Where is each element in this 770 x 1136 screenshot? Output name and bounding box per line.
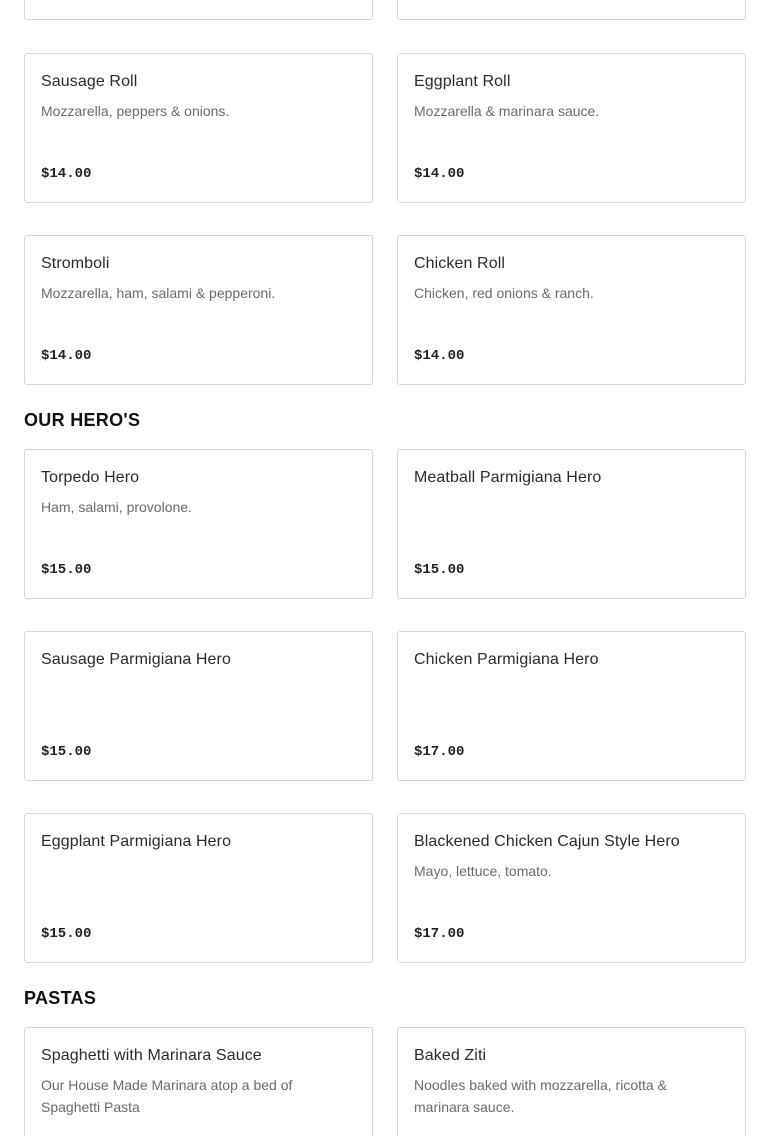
item-price: $14.00 bbox=[414, 166, 465, 182]
menu-item-card[interactable] bbox=[24, 53, 373, 203]
item-price: $15.00 bbox=[414, 562, 465, 578]
item-name: Chicken Roll bbox=[414, 255, 506, 272]
item-description: Mozzarella, peppers & onions. bbox=[41, 103, 230, 119]
item-price: $15.00 bbox=[41, 744, 92, 760]
item-description: Ham, salami, provolone. bbox=[41, 499, 192, 515]
menu-item-card[interactable] bbox=[24, 1027, 373, 1136]
item-name: Stromboli bbox=[41, 255, 110, 272]
menu-item-card[interactable] bbox=[397, 631, 746, 781]
item-name: Meatball Parmigiana Hero bbox=[414, 469, 602, 486]
item-name: Eggplant Parmigiana Hero bbox=[41, 833, 232, 850]
item-price: $14.00 bbox=[41, 166, 92, 182]
menu-item-card[interactable] bbox=[24, 235, 373, 385]
item-name: Chicken Parmigiana Hero bbox=[414, 651, 599, 668]
section-title-heros: OUR HERO'S bbox=[24, 410, 141, 430]
item-description: Chicken, red onions & ranch. bbox=[414, 285, 594, 301]
menu-item-card[interactable] bbox=[397, 1027, 746, 1136]
item-price: $17.00 bbox=[414, 744, 465, 760]
item-price: $14.00 bbox=[414, 348, 465, 364]
item-price: $15.00 bbox=[41, 562, 92, 578]
item-price: $15.00 bbox=[41, 926, 92, 942]
menu-item-card[interactable] bbox=[397, 235, 746, 385]
item-price: $17.00 bbox=[414, 926, 465, 942]
item-name: Torpedo Hero bbox=[41, 469, 140, 486]
section-title-pastas: PASTAS bbox=[24, 988, 97, 1008]
menu-item-card-partial[interactable] bbox=[397, 0, 746, 20]
menu-item-card[interactable] bbox=[24, 449, 373, 599]
item-name: Sausage Parmigiana Hero bbox=[41, 651, 231, 668]
item-name: Sausage Roll bbox=[41, 73, 138, 90]
menu-item-card[interactable] bbox=[24, 631, 373, 781]
item-name: Spaghetti with Marinara Sauce bbox=[41, 1047, 262, 1064]
menu-item-card[interactable] bbox=[24, 813, 373, 963]
item-description: Mozzarella, ham, salami & pepperoni. bbox=[41, 285, 276, 301]
menu-item-card[interactable] bbox=[397, 813, 746, 963]
item-name: Eggplant Roll bbox=[414, 73, 511, 90]
item-name: Blackened Chicken Cajun Style Hero bbox=[414, 833, 680, 850]
menu-item-card[interactable] bbox=[397, 449, 746, 599]
item-description: Mayo, lettuce, tomato. bbox=[414, 863, 552, 879]
item-price: $14.00 bbox=[41, 348, 92, 364]
item-description: Noodles baked with mozzarella, ricotta & marinara sauce. bbox=[414, 1077, 667, 1115]
item-description: Our House Made Marinara atop a bed of Spaghetti Pasta bbox=[41, 1077, 293, 1115]
menu-item-card[interactable] bbox=[397, 53, 746, 203]
item-name: Baked Ziti bbox=[414, 1047, 487, 1064]
item-description: Mozzarella & marinara sauce. bbox=[414, 103, 600, 119]
menu-item-card-partial[interactable] bbox=[24, 0, 373, 20]
